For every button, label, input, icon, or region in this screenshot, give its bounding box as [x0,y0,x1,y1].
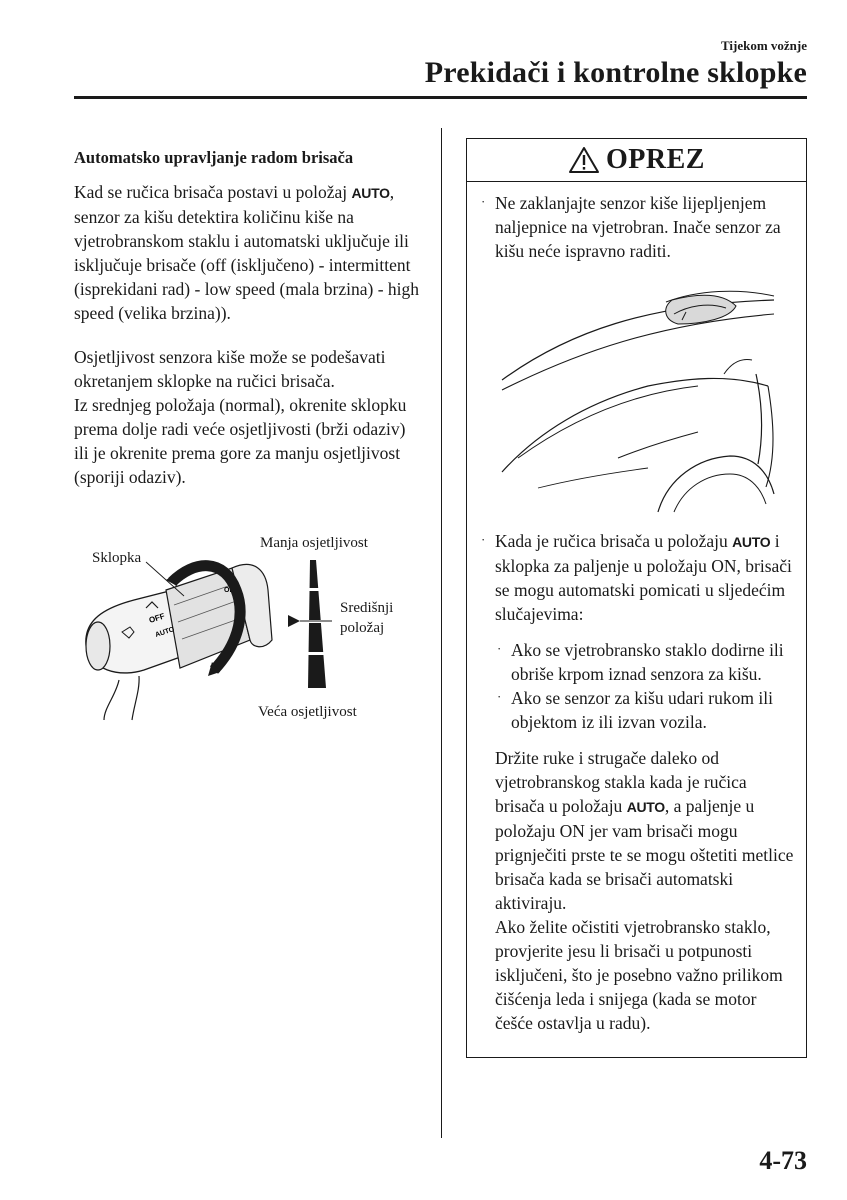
car-windshield-drawing [498,282,782,514]
windshield-sensor-illustration [498,282,782,514]
paragraph-adjustment: Iz srednjeg položaja (normal), okrenite sklopku prema dolje radi veće osjetljivosti (brži odaziv) ili je okrenite prema gore za manju osjetljivost (sporiji odaziv). [74,395,407,487]
bullet-dot: · [497,689,502,704]
caution-box [466,138,807,1058]
bullet-dot: · [481,194,486,209]
paragraph-text: , a paljenje u položaju ON jer vam brisači mogu prignječiti prste te se mogu oštetiti metlice brisača kada se brisači automatski aktiviraju. [495,796,794,913]
middle-position-label-2: položaj [340,620,385,636]
warning-triangle-icon [568,146,600,174]
auto-label: AUTO [732,534,771,550]
caution-title: OPREZ [606,144,705,175]
auto-label: AUTO [351,185,390,201]
sub-bullet-1 [495,638,795,686]
paragraph-text: Kad se ručica brisača postavi u položaj [74,182,352,202]
caution-bullet-2 [481,529,795,1035]
bullet-dot: · [497,641,502,656]
wiper-switch-diagram [74,530,424,730]
caution-header [467,139,806,182]
sub-heading: Automatsko upravljanje radom brisača [74,148,354,167]
title-rule [74,96,807,99]
caution-paragraph-cleaning: Ako želite očistiti vjetrobransko staklo, provjerite jesu li brisači u potpunosti isključeni, što je posebno važno prilikom čišćenja leda i snijega (kada se motor češće ostavlja u radu). [495,917,783,1033]
paragraph-text: , senzor za kišu detektira količinu kiše na vjetrobranskom staklu i automatski uključuje ili isključuje brisače (off (isključeno) - intermittent (isprekidani rad) - low speed (mala brzina) - high speed (velika brzina)). [74,182,420,323]
paragraph-text: Držite ruke i strugače daleko od vjetrobranskog stakla kada je ručica brisača u položaju [495,748,747,816]
high-sensitivity-label: Veća osjetljivost [258,704,357,720]
caution-bullet-1-text: Ne zaklanjajte senzor kiše lijepljenjem naljepnice na vjetrobran. Inače senzor za kišu neće ispravno raditi. [495,193,781,261]
page-number: 4-73 [759,1146,807,1175]
paragraph-sensitivity: Osjetljivost senzora kiše može se podešavati okretanjem sklopke na ručici brisača. [74,347,386,391]
sub-bullet-1-text: Ako se vjetrobransko staklo dodirne ili obriše krpom iznad senzora za kišu. [511,640,784,684]
page-title: Prekidači i kontrolne sklopke [424,56,807,89]
middle-position-label-1: Središnji [340,600,394,616]
collar-off-label: OFF [224,587,238,594]
caution-paragraph-hands [495,746,795,915]
paragraph-auto-description [74,180,424,325]
sub-bullet-2 [495,686,795,734]
paragraph-text: i sklopka za paljenje u položaju ON, brisači se mogu automatski pomicati u sljedećim slučajevima: [495,531,792,624]
auto-label: AUTO [626,799,665,815]
caution-bullet-1 [481,191,795,263]
left-column [74,146,424,509]
lever-auto-label: AUTO [154,626,176,639]
bullet-dot: · [481,532,486,547]
column-divider [441,128,442,1138]
section-label: Tijekom vožnje [720,38,807,53]
switch-label: Sklopka [92,550,142,566]
paragraph-text: Kada je ručica brisača u položaju [495,531,733,551]
low-sensitivity-label: Manja osjetljivost [260,535,368,551]
sub-bullet-2-text: Ako se senzor za kišu udari rukom ili objektom iz ili izvan vozila. [511,688,773,732]
lever-off-label: OFF [147,611,166,625]
